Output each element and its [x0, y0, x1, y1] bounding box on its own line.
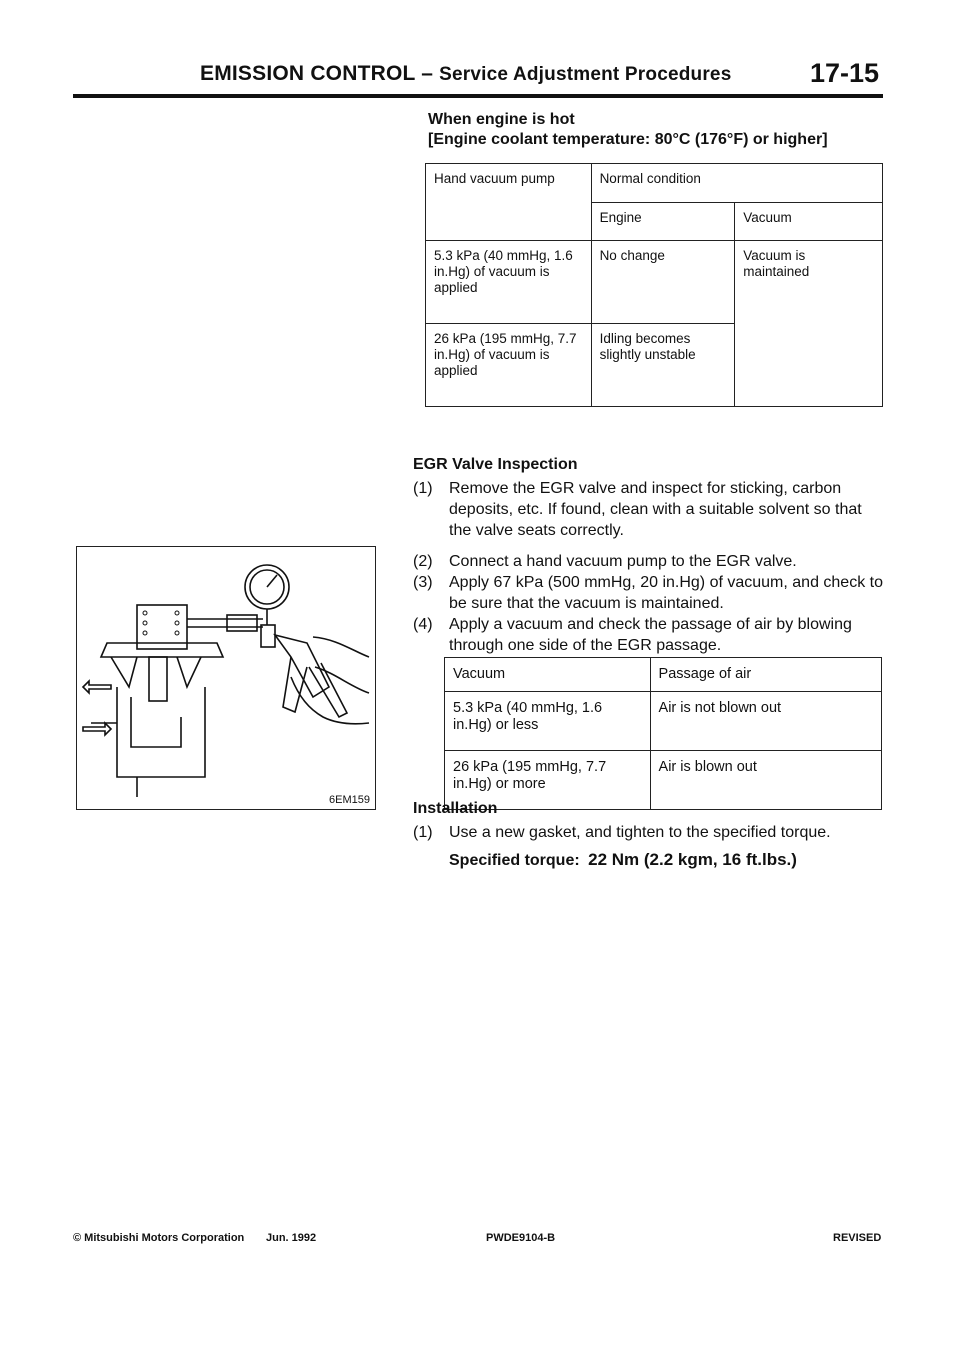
egr-valve-figure [76, 546, 376, 810]
table1-sub-engine: Engine [591, 202, 735, 241]
hot-engine-line2: [Engine coolant temperature: 80°C (176°F) or higher] [428, 131, 828, 148]
egr-step-2 [413, 551, 883, 572]
section-title [200, 62, 731, 86]
table1-row2-pump: 26 kPa (195 mmHg, 7.7 in.Hg) of vacuum is applied [426, 324, 592, 407]
section-subtitle: Service Adjustment Procedures [439, 64, 732, 85]
table2-row1-air: Air is not blown out [650, 692, 881, 751]
step-number: (3) [413, 574, 433, 591]
air-passage-table [444, 657, 882, 810]
table2-header-vacuum: Vacuum [445, 658, 651, 692]
hot-engine-table [425, 163, 883, 407]
step-number: (1) [413, 824, 433, 841]
step-text: Apply a vacuum and check the passage of air by blowing through one side of the EGR passage. [449, 616, 852, 654]
section-name: EMISSION CONTROL [200, 62, 416, 85]
egr-step-3 [413, 572, 883, 614]
table2-row1-vacuum: 5.3 kPa (40 mmHg, 1.6 in.Hg) or less [445, 692, 651, 751]
table2-row2-air: Air is blown out [650, 751, 881, 810]
egr-steps-2-4 [413, 551, 883, 656]
egr-step-1 [413, 478, 883, 541]
footer-date: Jun. 1992 [266, 1232, 317, 1244]
table1-row2-engine: Idling becomes slightly unstable [591, 324, 735, 407]
table2-row2-vacuum: 26 kPa (195 mmHg, 7.7 in.Hg) or more [445, 751, 651, 810]
step-text: Connect a hand vacuum pump to the EGR valve. [449, 553, 797, 570]
step-text: Remove the EGR valve and inspect for sticking, carbon deposits, etc. If found, clean with a suitable solvent so that the valve seats correctly. [449, 480, 862, 539]
table2-header-air: Passage of air [650, 658, 881, 692]
page-number: 17-15 [810, 58, 880, 88]
hot-engine-heading [428, 110, 828, 150]
egr-heading: EGR Valve Inspection [413, 456, 578, 473]
egr-step-4 [413, 614, 883, 656]
torque-spec [449, 850, 797, 870]
figure-label: 6EM159 [329, 794, 370, 806]
installation-heading: Installation [413, 800, 498, 817]
step-number: (4) [413, 616, 433, 633]
table1-row1-pump: 5.3 kPa (40 mmHg, 1.6 in.Hg) of vacuum is applied [426, 241, 592, 324]
step-number: (2) [413, 553, 433, 570]
table1-header-pump: Hand vacuum pump [426, 164, 592, 241]
torque-label: Specified torque: [449, 852, 580, 869]
step-number: (1) [413, 480, 433, 497]
footer-status: REVISED [833, 1232, 882, 1244]
table1-header-normal: Normal condition [591, 164, 882, 203]
installation-step-1 [413, 822, 893, 843]
footer-code: PWDE9104-B [486, 1232, 556, 1244]
torque-value: 22 Nm (2.2 kgm, 16 ft.lbs.) [588, 850, 797, 869]
footer-copyright: © Mitsubishi Motors Corporation [73, 1232, 245, 1244]
step-text: Apply 67 kPa (500 mmHg, 20 in.Hg) of vacuum, and check to be sure that the vacuum is maintained. [449, 574, 883, 612]
hot-engine-line1: When engine is hot [428, 111, 575, 128]
title-dash: – [421, 62, 434, 85]
egr-valve-illustration [77, 547, 375, 809]
header-rule [73, 94, 883, 98]
table1-sub-vacuum: Vacuum [735, 202, 883, 241]
step-text: Use a new gasket, and tighten to the specified torque. [449, 824, 831, 841]
table1-vacuum-value: Vacuum is maintained [735, 241, 883, 407]
table1-row1-engine: No change [591, 241, 735, 324]
